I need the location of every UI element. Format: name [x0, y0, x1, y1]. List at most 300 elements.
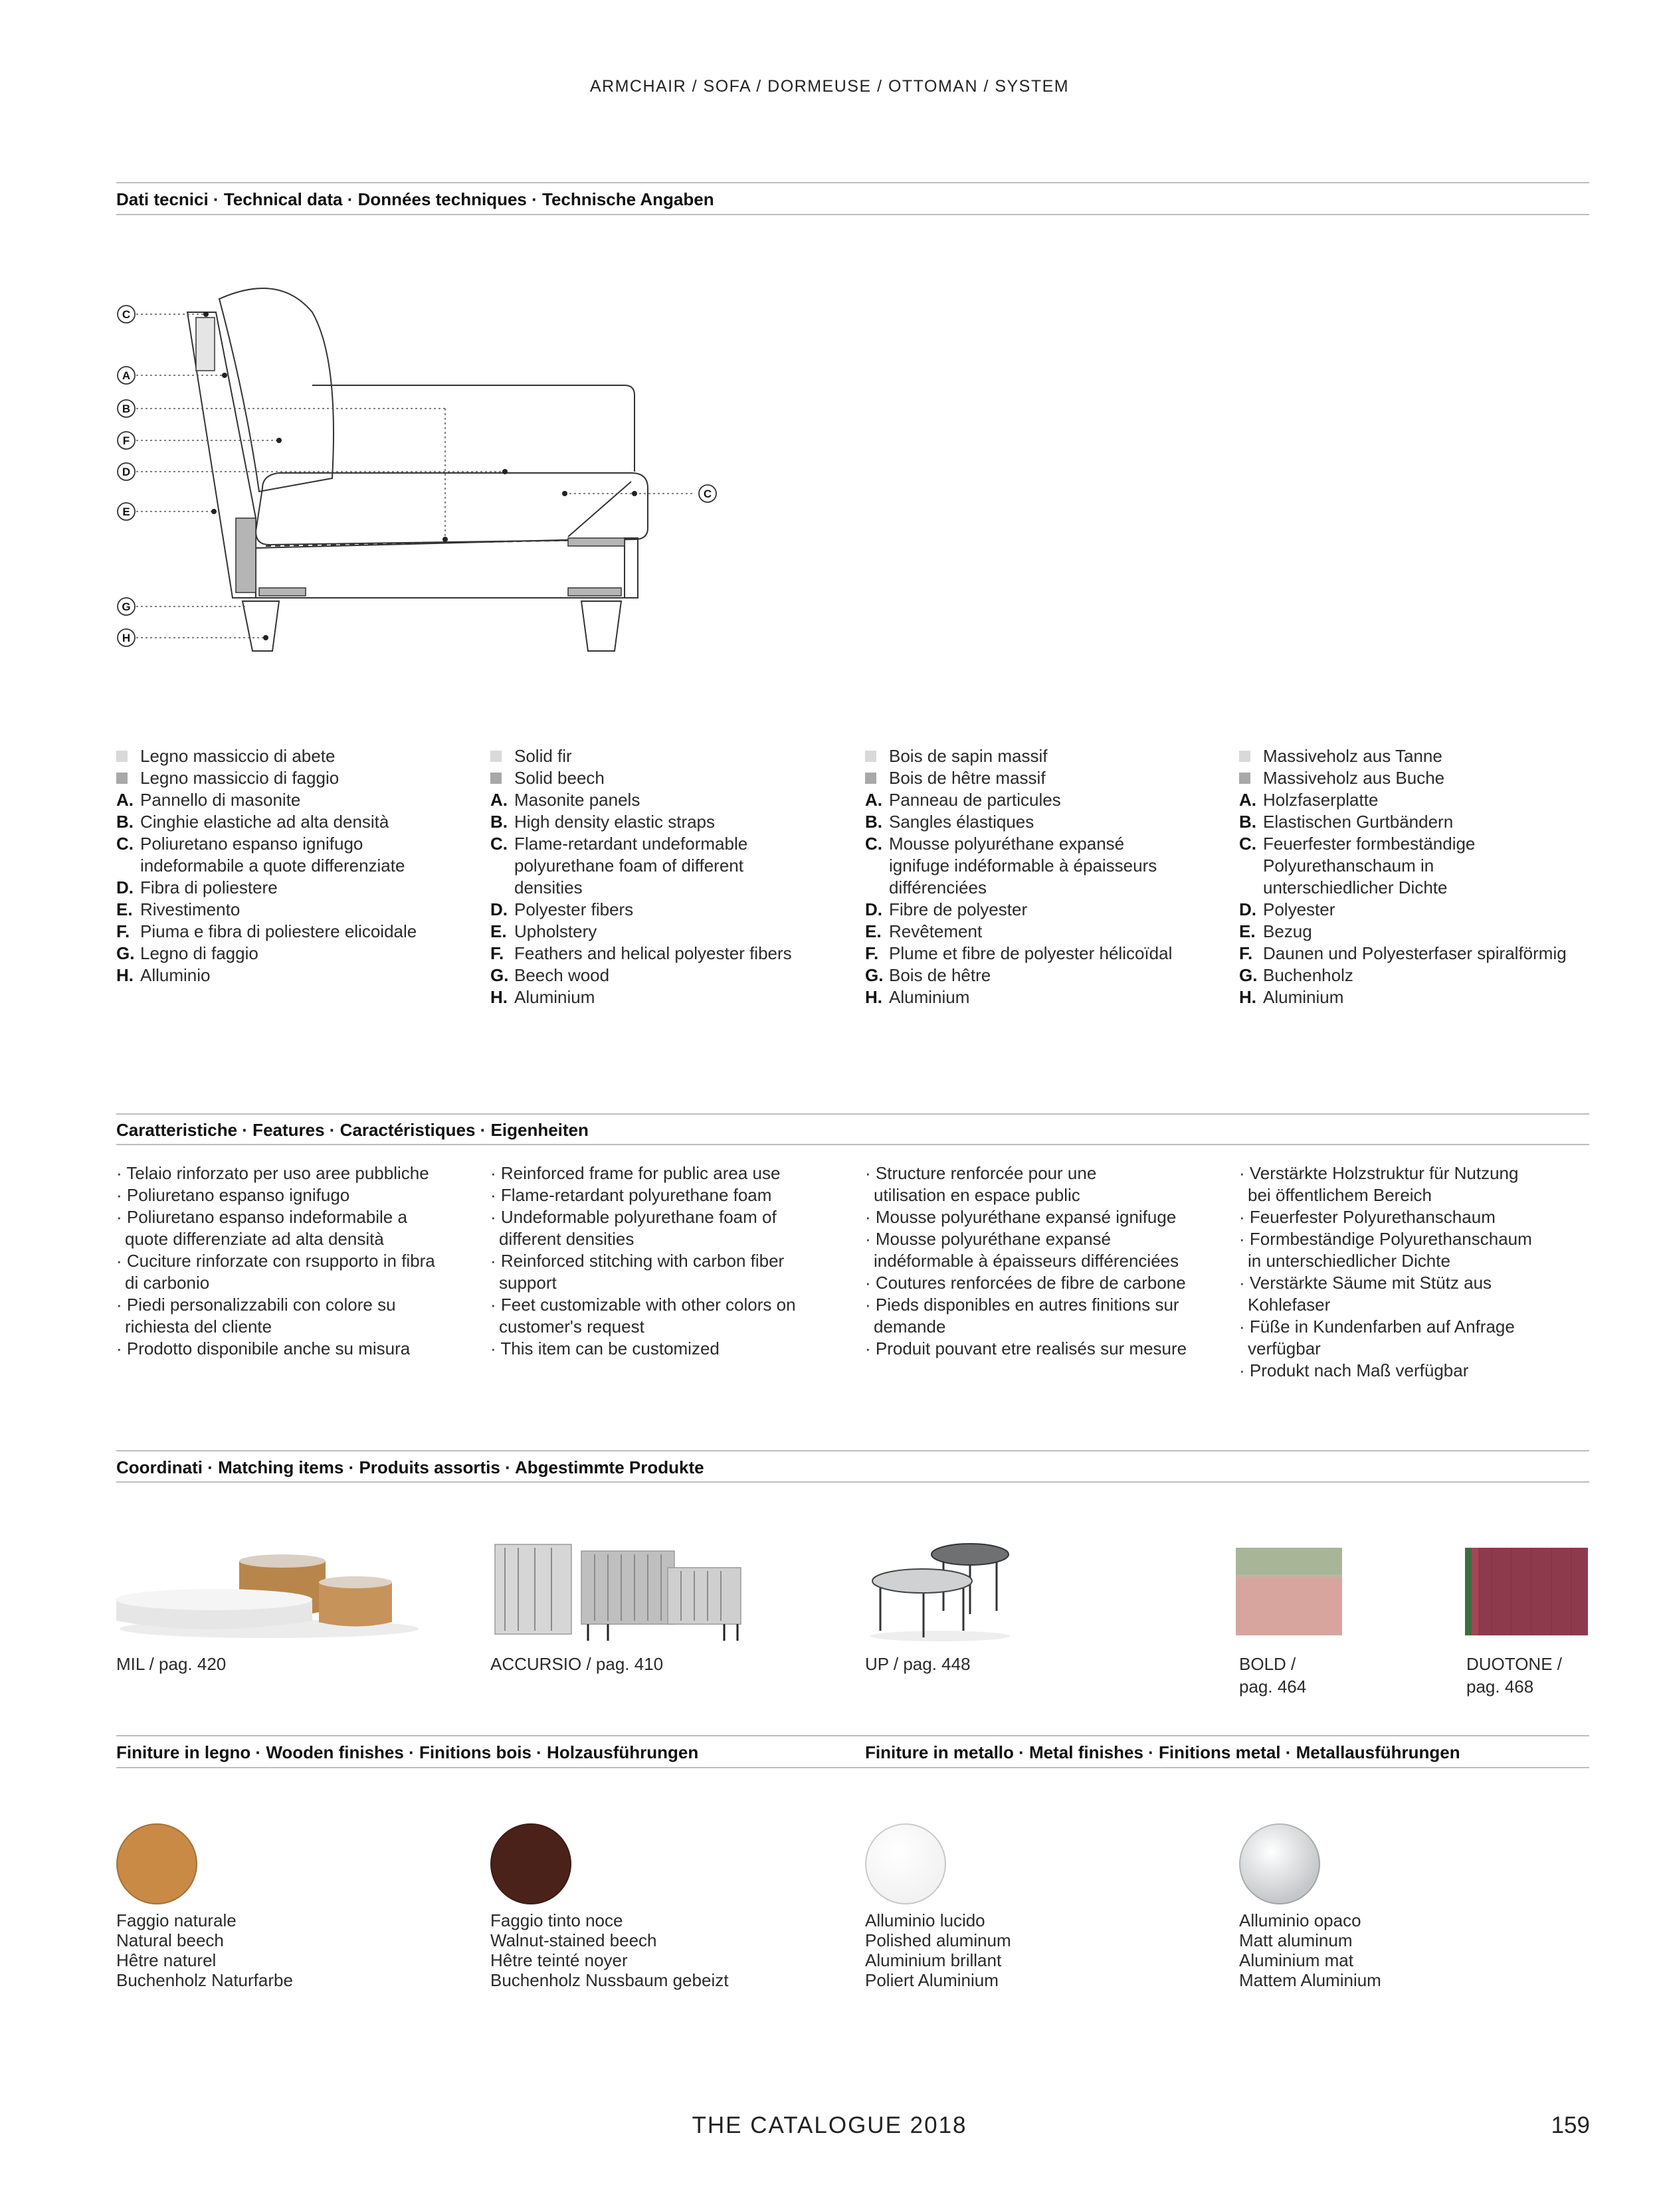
item-marker [490, 921, 514, 943]
technical-line [116, 811, 417, 833]
feature-line: · Mousse polyuréthane expansé ignifuge [865, 1207, 1177, 1227]
up-product-image[interactable] [864, 1538, 1017, 1644]
technical-line [1239, 745, 1567, 767]
feature-line: · Piedi personalizzabili con colore su [116, 1295, 396, 1315]
item-letter: E. [865, 921, 882, 941]
svg-text:C: C [703, 488, 712, 500]
technical-line [490, 899, 792, 921]
sofa-section-diagram [106, 266, 744, 664]
item-text: Beech wood [514, 965, 610, 985]
feature-line-continued: in unterschiedlicher Dichte [1248, 1251, 1450, 1271]
item-text: ignifuge indéformable à épaisseurs [889, 856, 1157, 876]
item-letter: B. [865, 812, 882, 832]
technical-line [1239, 899, 1567, 921]
technical-line [490, 789, 792, 811]
technical-column [865, 745, 1172, 1008]
item-text: Rivestimento [140, 899, 241, 919]
cabinet-low [668, 1568, 741, 1624]
technical-line [116, 899, 417, 921]
technical-line-continued [490, 877, 792, 899]
item-text: Bezug [1263, 921, 1312, 941]
item-marker [1239, 986, 1263, 1008]
divider [116, 1113, 1589, 1115]
svg-text:C: C [122, 308, 131, 321]
wood-table-top [239, 1554, 326, 1568]
item-marker [865, 899, 889, 921]
technical-column [490, 745, 792, 1008]
technical-line [865, 745, 1172, 767]
arm-support [625, 538, 638, 598]
product-label[interactable]: UP / pag. 448 [865, 1654, 971, 1674]
divider [116, 1450, 1589, 1451]
beech-legend-square [490, 773, 502, 784]
item-text: Polyester fibers [514, 899, 634, 919]
technical-line [1239, 965, 1567, 986]
item-marker [865, 833, 889, 855]
metal-finishes-title: Finiture in metallo · Metal finishes · Finitions metal · Metallausführungen [865, 1742, 1460, 1762]
item-text: Legno di faggio [140, 943, 258, 963]
beech-rail [259, 588, 306, 596]
item-letter: G. [490, 965, 509, 985]
technical-line [116, 921, 417, 943]
technical-line-continued [490, 855, 792, 877]
technical-line-continued [865, 877, 1172, 899]
item-marker [1239, 811, 1263, 833]
feature-line-continued: indéformable à épaisseurs différenciées [874, 1251, 1179, 1271]
wooden-finishes-title: Finiture in legno · Wooden finishes · Finitions bois · Holzausführungen [116, 1742, 699, 1762]
item-marker [116, 767, 140, 789]
swatch-polished-aluminum[interactable] [865, 1823, 946, 1904]
item-text: Alluminio [140, 965, 211, 985]
item-text: Daunen und Polyesterfaser spiralförmig [1263, 943, 1567, 963]
item-marker [116, 833, 140, 855]
point-b [442, 537, 448, 542]
item-text: Polyurethanschaum in [1263, 856, 1434, 876]
product-label[interactable]: ACCURSIO / pag. 410 [490, 1654, 664, 1674]
technical-column [116, 745, 417, 986]
item-letter: B. [490, 812, 508, 832]
item-letter: E. [116, 899, 133, 919]
feature-line-continued: Kohlefaser [1248, 1295, 1331, 1315]
technical-line-continued [1239, 855, 1567, 877]
technical-line [865, 943, 1172, 965]
features-title: Caratteristiche · Features · Caractéristiques · Eigenheiten [116, 1120, 589, 1140]
item-marker [1239, 921, 1263, 943]
item-text: Feuerfester formbeständige [1263, 834, 1476, 854]
item-text: Massiveholz aus Buche [1263, 768, 1445, 788]
svg-text:B: B [122, 403, 131, 415]
feature-line: · Pieds disponibles en autres finitions sur [865, 1295, 1179, 1315]
feature-line-continued: utilisation en espace public [874, 1185, 1080, 1205]
item-letter: A. [116, 790, 134, 810]
item-letter: C. [116, 834, 134, 854]
item-text: Cinghie elastiche ad alta densità [140, 812, 389, 832]
label-b [118, 400, 135, 417]
item-text: Massiveholz aus Tanne [1263, 746, 1442, 766]
item-letter: D. [116, 877, 134, 897]
item-text: Fibre de polyester [889, 899, 1028, 919]
duotone-product-image[interactable] [1465, 1548, 1588, 1635]
label-e [118, 503, 135, 520]
point-f [276, 438, 282, 443]
technical-line [865, 986, 1172, 1008]
point-e [211, 509, 217, 514]
item-marker [116, 745, 140, 767]
rug-pink-band [1236, 1574, 1342, 1635]
item-letter: F. [116, 921, 130, 941]
technical-column [1239, 745, 1567, 1008]
point-a [222, 373, 227, 378]
fir-panel [196, 318, 215, 371]
point-c [203, 312, 209, 317]
feature-line: · This item can be customized [490, 1338, 720, 1358]
feature-line: · Prodotto disponibile anche su misura [116, 1338, 411, 1358]
feature-line: · Verstärkte Holzstruktur für Nutzung [1239, 1163, 1519, 1183]
technical-line [116, 745, 417, 767]
item-text: Panneau de particules [889, 790, 1061, 810]
item-marker [490, 745, 514, 767]
feature-line: · Flame-retardant polyurethane foam [490, 1185, 772, 1205]
feature-line: · Structure renforcée pour une [865, 1163, 1097, 1183]
item-text: Masonite panels [514, 790, 640, 810]
fir-legend-square [116, 751, 128, 762]
rug-body [1465, 1548, 1588, 1635]
wood-table-small [319, 1582, 392, 1627]
item-text: polyurethane foam of different [514, 856, 743, 876]
item-text: Poliuretano espanso ignifugo [140, 834, 363, 854]
technical-line [490, 965, 792, 986]
features-column [116, 1162, 435, 1360]
svg-text:G: G [122, 600, 131, 613]
front-foot [243, 601, 279, 651]
divider [116, 1735, 1589, 1736]
feature-line: · Mousse polyuréthane expansé [865, 1229, 1112, 1249]
technical-line [116, 789, 417, 811]
point-h [263, 635, 268, 640]
beech-legend-square [865, 773, 876, 784]
back-cushion [219, 288, 334, 492]
item-letter: F. [1239, 943, 1253, 963]
label-f [118, 432, 135, 449]
technical-line [490, 833, 792, 855]
item-text: Flame-retardant undeformable [514, 834, 748, 854]
point-c2 [562, 491, 567, 496]
technical-line [865, 833, 1172, 855]
technical-line [1239, 943, 1567, 965]
item-text: Polyester [1263, 899, 1335, 919]
finish-label-polished-aluminum: Alluminio lucido Polished aluminum Aluminium brillant Poliert Aluminium [865, 1910, 1011, 1990]
fir-rail [568, 538, 625, 546]
item-letter: D. [490, 899, 508, 919]
item-letter: D. [865, 899, 882, 919]
divider [116, 1767, 1589, 1768]
item-marker [1239, 943, 1263, 965]
item-marker [1239, 899, 1263, 921]
feature-line-continued: demande [874, 1317, 946, 1336]
item-letter: C. [865, 834, 882, 854]
beech-back-post [236, 518, 256, 593]
technical-line [116, 943, 417, 965]
low-table-top [872, 1569, 972, 1593]
item-marker [116, 877, 140, 899]
features-column [865, 1162, 1187, 1360]
item-letter: C. [490, 834, 508, 854]
rug-edge [1465, 1548, 1472, 1635]
item-marker [490, 811, 514, 833]
technical-line-continued [865, 855, 1172, 877]
item-text: différenciées [889, 877, 987, 897]
item-marker [490, 789, 514, 811]
item-letter: E. [1239, 921, 1256, 941]
item-text: Feathers and helical polyester fibers [514, 943, 792, 963]
item-marker [490, 899, 514, 921]
technical-line [1239, 789, 1567, 811]
item-text: Piuma e fibra di poliestere elicoidale [140, 921, 417, 941]
item-text: Pannello di masonite [140, 790, 301, 810]
item-letter: F. [490, 943, 504, 963]
technical-line [116, 877, 417, 899]
item-marker [490, 833, 514, 855]
item-letter: B. [116, 812, 134, 832]
item-letter: A. [490, 790, 508, 810]
swatch-walnut-beech[interactable] [490, 1823, 571, 1904]
item-marker [116, 943, 140, 965]
feature-line: · Feet customizable with other colors on [490, 1295, 796, 1315]
item-marker [865, 943, 889, 965]
tall-table-top [931, 1544, 1009, 1565]
wood-table-small-top [319, 1576, 392, 1588]
item-marker [865, 921, 889, 943]
white-table-top [116, 1589, 312, 1610]
item-marker [116, 789, 140, 811]
svg-text:E: E [122, 506, 130, 518]
item-letter: F. [865, 943, 879, 963]
item-text: Elastischen Gurtbändern [1263, 812, 1454, 832]
technical-line [1239, 833, 1567, 855]
feature-line: · Verstärkte Säume mit Stütz aus [1239, 1273, 1492, 1293]
item-text: Aluminium [889, 987, 970, 1007]
cabinet-tall [495, 1544, 571, 1634]
svg-text:H: H [122, 632, 131, 644]
product-label[interactable]: MIL / pag. 420 [116, 1654, 227, 1674]
item-marker [1239, 767, 1263, 789]
item-letter: A. [1239, 790, 1256, 810]
item-marker [490, 767, 514, 789]
feature-line: · Produit pouvant etre realisés sur mesure [865, 1338, 1187, 1358]
features-column [1239, 1162, 1532, 1382]
technical-line [1239, 986, 1567, 1008]
feature-line: · Feuerfester Polyurethanschaum [1239, 1207, 1496, 1227]
feature-line-continued: di carbonio [125, 1273, 210, 1293]
beech-legend-square [116, 773, 128, 784]
item-text: Revêtement [889, 921, 983, 941]
beech-rail [568, 588, 621, 596]
item-marker [865, 986, 889, 1008]
seat-cushion [256, 473, 648, 545]
technical-line [490, 921, 792, 943]
inner-diagonal [568, 482, 631, 537]
page-header: ARMCHAIR / SOFA / DORMEUSE / OTTOMAN / SYSTEM [589, 77, 1070, 96]
label-g [118, 598, 135, 615]
feature-line-continued: richiesta del cliente [125, 1317, 272, 1336]
technical-line [116, 965, 417, 986]
item-letter: C. [1239, 834, 1256, 854]
item-text: High density elastic straps [514, 812, 716, 832]
technical-line [865, 921, 1172, 943]
item-text: Aluminium [1263, 987, 1344, 1007]
technical-line [1239, 921, 1567, 943]
label-h [118, 629, 135, 646]
technical-line [865, 899, 1172, 921]
item-text: Solid fir [514, 746, 572, 766]
item-marker [116, 921, 140, 943]
beech-legend-square [1239, 773, 1250, 784]
item-text: densities [514, 877, 583, 897]
feature-line: · Cuciture rinforzate con rsupporto in fibra [116, 1251, 435, 1271]
rear-foot [581, 601, 621, 651]
technical-line [865, 789, 1172, 811]
item-text: Legno massiccio di faggio [140, 768, 340, 788]
item-letter: D. [1239, 899, 1256, 919]
technical-line [490, 745, 792, 767]
fir-legend-square [865, 751, 876, 762]
technical-line [116, 767, 417, 789]
item-marker [490, 965, 514, 986]
item-marker [116, 899, 140, 921]
technical-data-title: Dati tecnici · Technical data · Données techniques · Technische Angaben [116, 189, 714, 209]
feature-line-continued: support [499, 1273, 557, 1293]
swatch-matt-aluminum[interactable] [1239, 1823, 1320, 1904]
item-marker [865, 789, 889, 811]
item-marker [490, 986, 514, 1008]
item-text: Bois de hêtre massif [889, 768, 1046, 788]
technical-line-continued [116, 855, 417, 877]
divider [116, 1481, 1589, 1483]
divider [116, 214, 1589, 215]
feature-line: · Telaio rinforzato per uso aree pubbliche [116, 1163, 429, 1183]
technical-line [116, 833, 417, 855]
item-marker [116, 965, 140, 986]
svg-text:F: F [122, 434, 130, 447]
feature-line: · Reinforced frame for public area use [490, 1163, 781, 1183]
item-text: Upholstery [514, 921, 597, 941]
feature-line: · Reinforced stitching with carbon fiber [490, 1251, 785, 1271]
item-text: Plume et fibre de polyester hélicoïdal [889, 943, 1173, 963]
label-d [118, 463, 135, 480]
technical-line [490, 943, 792, 965]
technical-line [490, 986, 792, 1008]
page-number: 159 [1551, 2112, 1590, 2138]
accursio-product-image[interactable] [488, 1531, 754, 1644]
item-letter: G. [116, 943, 135, 963]
point-d [502, 469, 508, 474]
feature-line: · Produkt nach Maß verfügbar [1239, 1360, 1469, 1380]
feature-line-continued: bei öffentlichem Bereich [1248, 1185, 1432, 1205]
item-text: Fibra di poliestere [140, 877, 278, 897]
feature-line-continued: quote differenziate ad alta densità [125, 1229, 384, 1249]
item-marker [865, 745, 889, 767]
matching-items-title: Coordinati · Matching items · Produits assortis · Abgestimmte Produkte [116, 1457, 704, 1477]
label-a [118, 367, 135, 384]
item-text: Aluminium [514, 987, 595, 1007]
technical-line-continued [1239, 877, 1567, 899]
product-label[interactable]: BOLD / pag. 464 [1239, 1654, 1307, 1697]
divider [116, 1144, 1589, 1145]
feature-line: · Undeformable polyurethane foam of [490, 1207, 777, 1227]
feature-line: · Formbeständige Polyurethanschaum [1239, 1229, 1532, 1249]
item-text: Buchenholz [1263, 965, 1353, 985]
item-text: Bois de hêtre [889, 965, 991, 985]
item-marker [490, 943, 514, 965]
finish-label-natural-beech: Faggio naturale Natural beech Hêtre naturel Buchenholz Naturfarbe [116, 1910, 293, 1990]
feature-line: · Füße in Kundenfarben auf Anfrage [1239, 1317, 1515, 1336]
item-marker [1239, 745, 1263, 767]
feature-line-continued: verfügbar [1248, 1338, 1321, 1358]
item-letter: G. [1239, 965, 1258, 985]
product-label[interactable]: DUOTONE / pag. 468 [1466, 1654, 1562, 1697]
item-text: Legno massiccio di abete [140, 746, 336, 766]
swatch-natural-beech[interactable] [116, 1823, 197, 1904]
label-c-right [699, 485, 716, 502]
features-column [490, 1162, 796, 1360]
item-letter: H. [116, 965, 134, 985]
feature-line: · Poliuretano espanso indeformabile a [116, 1207, 407, 1227]
point-c3 [632, 491, 637, 496]
finish-label-matt-aluminum: Alluminio opaco Matt aluminum Aluminium mat Mattem Aluminium [1239, 1910, 1381, 1990]
feature-line-continued: customer's request [499, 1317, 644, 1336]
technical-line [865, 811, 1172, 833]
feature-line: · Poliuretano espanso ignifugo [116, 1185, 350, 1205]
feature-line-continued: different densities [499, 1229, 634, 1249]
fir-legend-square [490, 751, 502, 762]
item-text: Solid beech [514, 768, 605, 788]
technical-line [490, 811, 792, 833]
svg-text:D: D [122, 466, 131, 478]
item-marker [1239, 789, 1263, 811]
technical-line [490, 767, 792, 789]
item-text: Mousse polyuréthane expansé [889, 834, 1125, 854]
item-letter: G. [865, 965, 884, 985]
technical-line [1239, 767, 1567, 789]
seat-outline [312, 385, 634, 472]
catalogue-title: THE CATALOGUE 2018 [692, 2112, 967, 2138]
feature-line: · Coutures renforcées de fibre de carbone [865, 1273, 1186, 1293]
svg-text:A: A [122, 369, 131, 382]
technical-line [865, 767, 1172, 789]
item-text: Sangles élastiques [889, 812, 1034, 832]
item-marker [1239, 965, 1263, 986]
item-letter: B. [1239, 812, 1256, 832]
finish-label-walnut-beech: Faggio tinto noce Walnut-stained beech Hêtre teinté noyer Buchenholz Nussbaum gebeizt [490, 1910, 729, 1990]
item-letter: H. [490, 987, 508, 1007]
divider [116, 182, 1589, 183]
item-marker [1239, 833, 1263, 855]
item-text: indeformabile a quote differenziate [140, 856, 405, 876]
item-text: unterschiedlicher Dichte [1263, 877, 1448, 897]
bold-product-image[interactable] [1236, 1548, 1342, 1635]
mil-product-image[interactable] [113, 1541, 425, 1647]
item-marker [865, 767, 889, 789]
item-letter: H. [1239, 987, 1256, 1007]
fir-legend-square [1239, 751, 1250, 762]
item-letter: E. [490, 921, 507, 941]
technical-line [865, 965, 1172, 986]
item-marker [865, 965, 889, 986]
item-marker [116, 811, 140, 833]
item-letter: A. [865, 790, 882, 810]
item-marker [865, 811, 889, 833]
item-text: Bois de sapin massif [889, 746, 1048, 766]
